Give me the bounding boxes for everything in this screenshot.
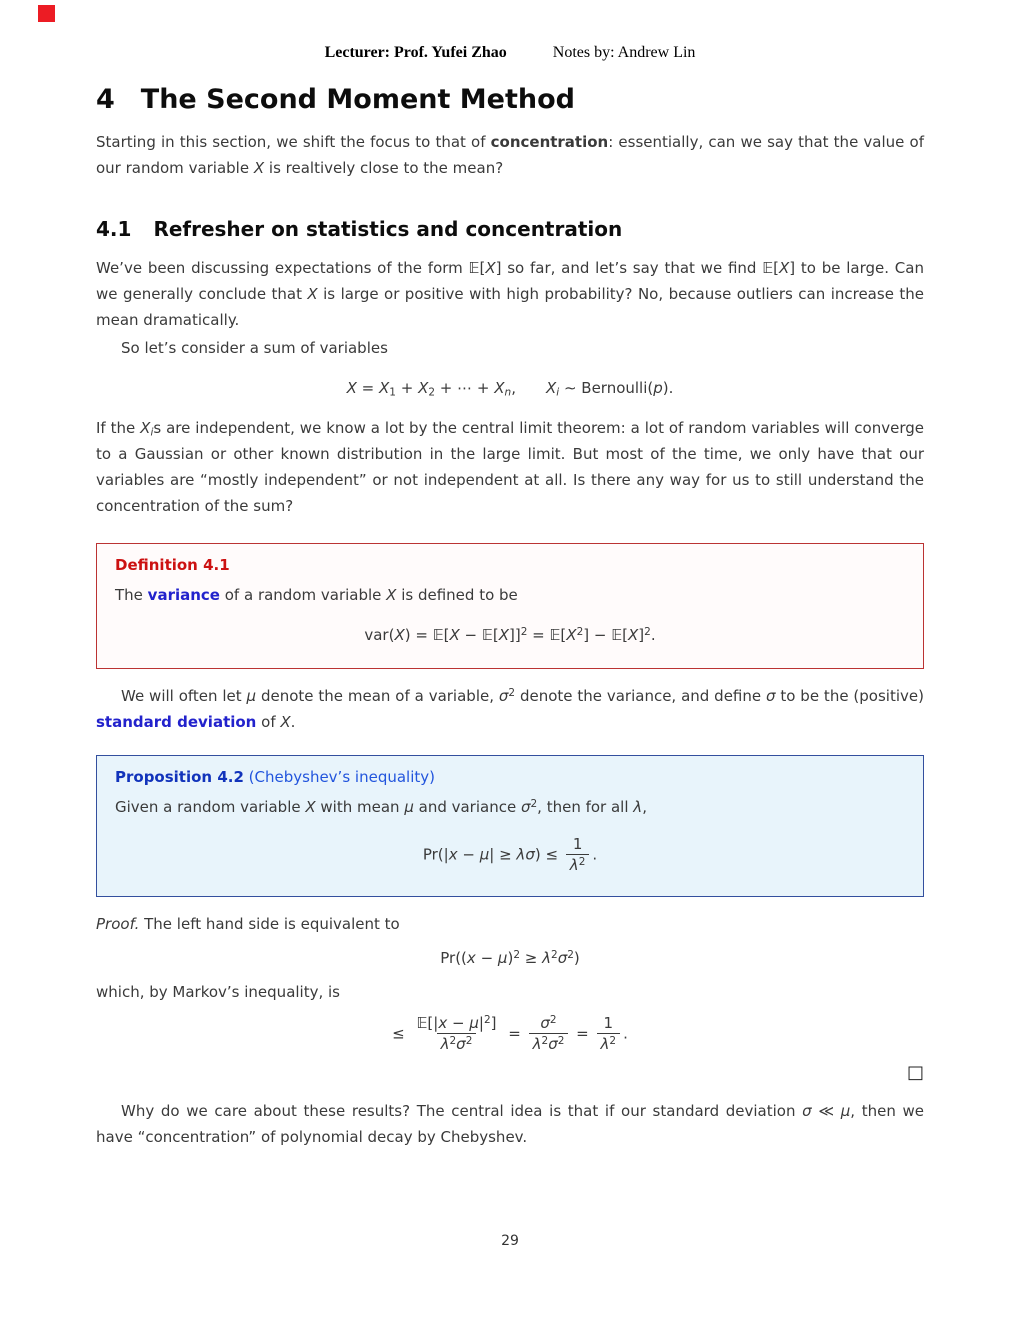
subsection-number: 4.1 [96, 217, 132, 241]
stddev-paragraph: We will often let μ denote the mean of a variable, $\sigma^2$ denote the variance, and define σ to be the (positive) standard deviation of X. [96, 686, 924, 731]
definition-title: Definition 4.1 [115, 556, 230, 574]
proposition-body: Given a random variable X with mean μ and variance $\sigma^2$, then for all λ, [115, 797, 647, 816]
bernoulli-sum-equation: $X = X_1 + X_2$ + ⋯ + $X_n$, $X_i$ ∼ Bernoulli(p). [346, 379, 674, 399]
qed-row [96, 1062, 924, 1084]
proposition-title [115, 768, 905, 786]
clt-paragraph: If the $X_is$ are independent, we know a lot by the central limit theorem: a lot of random variables will converge to a Gaussian or other known distribution in the large limit. But most of the time, we only have that our variables are “mostly independent” or not independent at all. Is there any way for us to still understand the concentration of the sum? [96, 419, 924, 515]
intro-paragraph: Starting in this section, we shift the focus to that of concentration: essentially, can we say that the value of our random variable X is realtively close to the mean? [96, 133, 924, 177]
subsection-heading [96, 217, 924, 241]
section-title: The Second Moment Method [140, 84, 575, 115]
variance-equation: var(X) = 𝔼[X − 𝔼[X]]$^2$ = $𝔼[X^2]$ − $𝔼[X]^2$. [364, 625, 656, 644]
page-footer [0, 1233, 1020, 1249]
section-heading [96, 84, 924, 115]
section-number: 4 [96, 84, 115, 115]
proof-equation-2: ≤ $\frac{𝔼[|x - \mu|^2]}{\lambda^2\sigma^2}$ = $\frac{\sigma^2}{\lambda^2\sigma^2}$ = $\frac{1}{\lambda^2}$ . [392, 1013, 628, 1053]
proposition-title-label: Proposition 4.2 [115, 768, 244, 786]
qed-symbol: □ [906, 1062, 924, 1083]
notes-credit: Notes by: Andrew Lin [552, 44, 696, 61]
red-corner-marker [38, 5, 55, 22]
proposition-subtitle: (Chebyshev’s inequality) [243, 768, 435, 786]
proof-equation-1: $Pr((x - \mu)^2 \ge \lambda^2\sigma^2)$ [440, 948, 580, 967]
subsection-title: Refresher on statistics and concentration [153, 217, 623, 241]
sum-intro-line: So let’s consider a sum of variables [121, 339, 388, 357]
proof-lead: Proof. The left hand side is equivalent to [96, 914, 400, 933]
proposition-box [96, 755, 924, 897]
markov-line: which, by Markov’s inequality, is [96, 982, 340, 1001]
page-number: 29 [501, 1233, 519, 1249]
refresher-paragraph: We’ve been discussing expectations of the form 𝔼[X] so far, and let’s say that we find 𝔼[X] to be large. Can we generally conclude that X is large or positive with high probability? No, because outliers can increase the mean dramatically. [96, 259, 924, 329]
definition-body: The variance of a random variable X is defined to be [115, 586, 518, 604]
page-content [96, 0, 924, 1150]
page-header [96, 44, 924, 62]
lecturer-credit: Lecturer: Prof. Yufei Zhao [324, 44, 507, 61]
chebyshev-inequality-equation: Pr(|x − μ| ≥ λσ) ≤ $\frac{1}{\lambda^2}$ . [422, 835, 598, 875]
closing-paragraph: Why do we care about these results? The central idea is that if our standard deviation σ ≪ μ, then we have “concentration” of polynomial decay by Chebyshev. [96, 1102, 924, 1146]
definition-box [96, 543, 924, 669]
